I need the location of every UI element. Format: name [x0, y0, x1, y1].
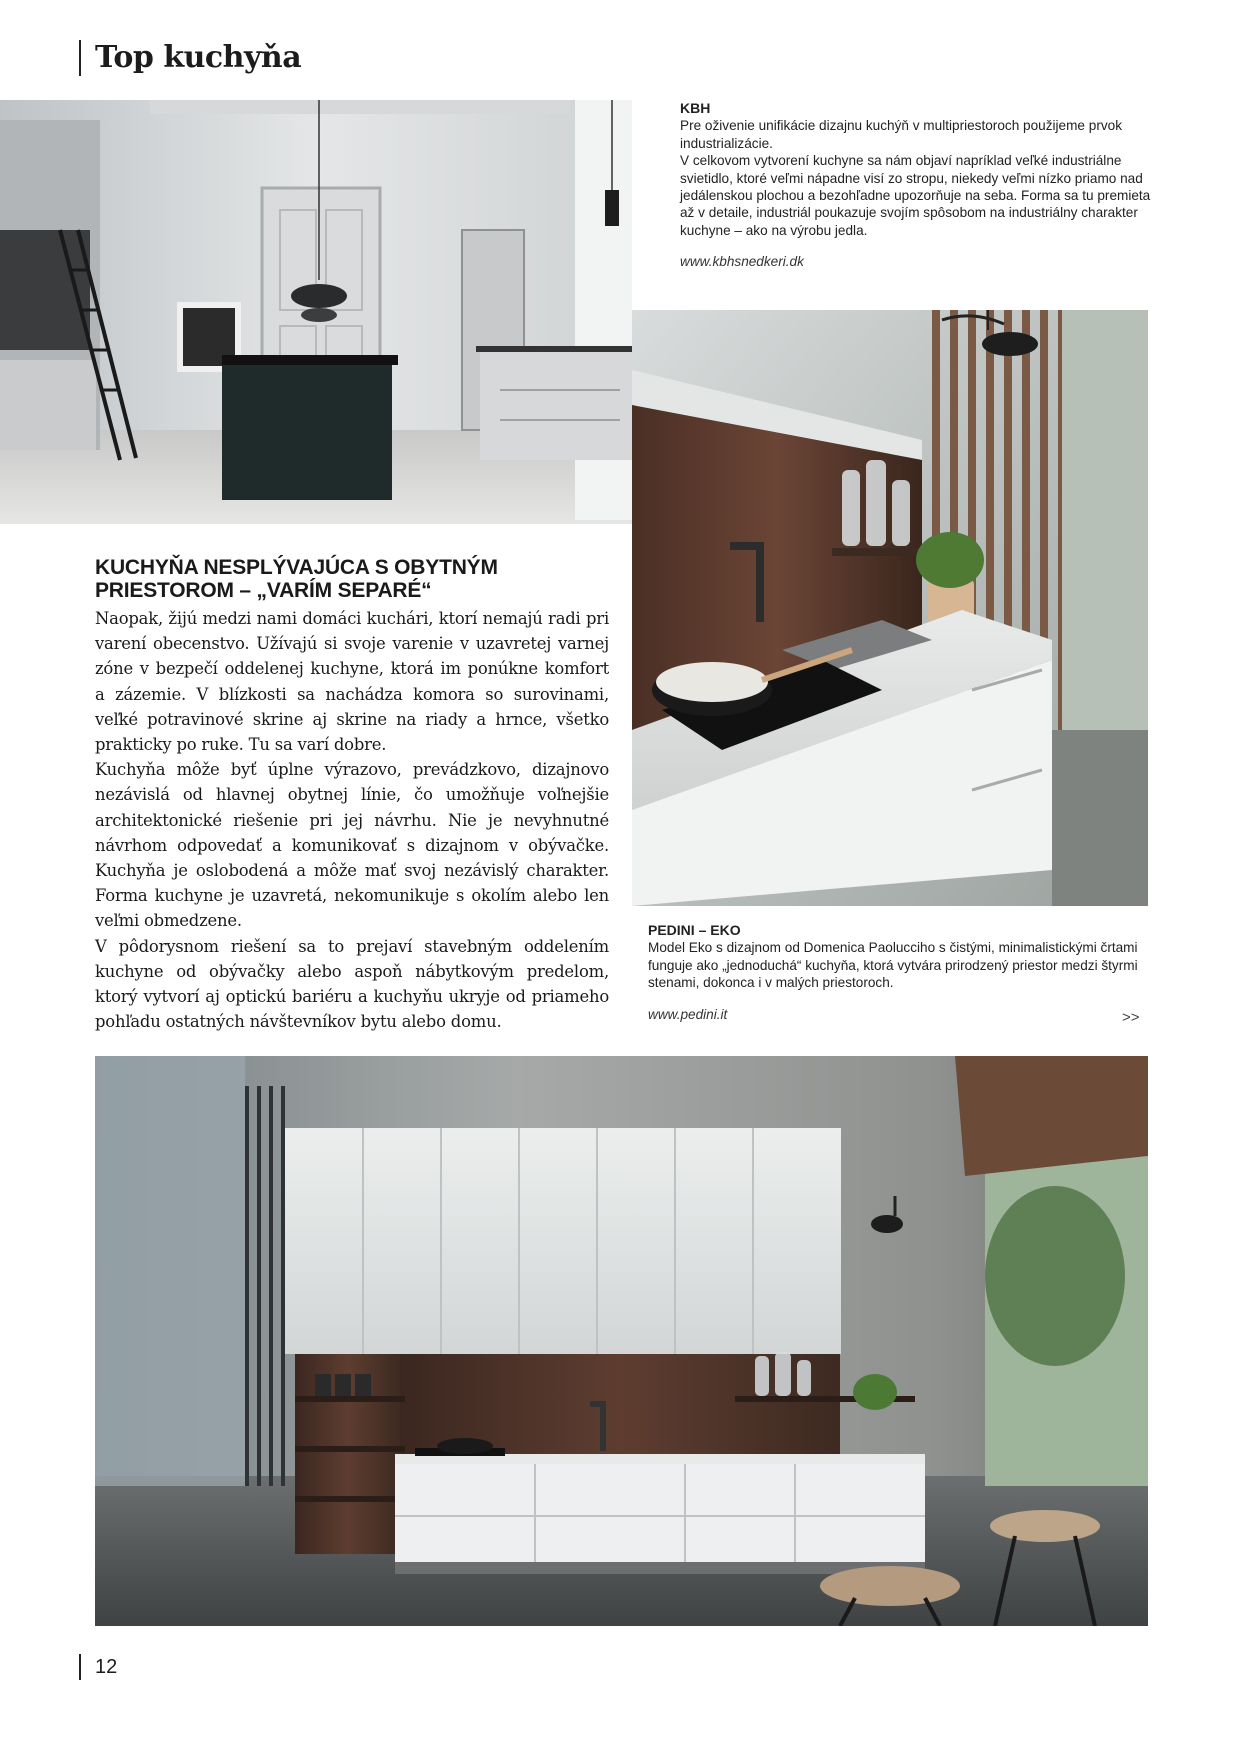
article-paragraph-1: Naopak, žijú medzi nami domáci kuchári, ktorí nemajú radi pri varení obecenstvo. Užívajú si svoje varenie v uzavretej varnej zóne v bezpečí oddelenej kuchyne, ktorá im ponúkne komfort a zázemie. V blízkosti sa nachádza komora so surovinami, veľké potravinové skrine aj skrine na riady a hrnce, všetko prakticky po ruke. Tu sa varí dobre.	[95, 609, 609, 755]
kbh-caption-heading: KBH	[680, 100, 711, 116]
industrial-kitchen-photo	[0, 100, 632, 524]
pedini-caption	[648, 922, 1138, 1023]
section-title: Top kuchyňa	[79, 40, 301, 76]
wood-kitchen-photo	[632, 310, 1148, 906]
article-heading-line-1: KUCHYŇA NESPLÝVAJÚCA S OBYTNÝM	[95, 556, 498, 579]
kbh-caption-link[interactable]: www.kbhsnedkeri.dk	[680, 254, 804, 270]
pedini-caption-link[interactable]: www.pedini.it	[648, 1006, 728, 1022]
article-heading-line-2: PRIESTOROM – „VARÍM SEPARÉ“	[95, 579, 432, 602]
kbh-caption	[680, 100, 1168, 271]
article-paragraph-2: Kuchyňa môže byť úplne výrazovo, prevádzkovo, dizajnovo nezávislá od hlavnej obytnej línie, čo umožňuje voľnejšie architektonické riešenie pri jej návrhu. Nie je nevyhnutné návrhom odpovedať a komunikovať s dizajnom v obývačke. Kuchyňa je oslobodená a môže mať svoj nezávislý charakter. Forma kuchyne je uzavretá, nekomunikuje s okolím alebo len veľmi obmedzene.	[95, 760, 609, 931]
article-heading	[95, 556, 635, 602]
kbh-caption-text-1: Pre oživenie unifikácie dizajnu kuchýň v multipriestoroch použijeme prvok industrializácie.	[680, 118, 1123, 151]
page-number: 12	[79, 1654, 117, 1680]
pedini-caption-text: Model Eko s dizajnom od Domenica Paolucciho s čistými, minimalistickými črtami funguje ako „jednoduchá“ kuchyňa, ktorá vytvára prirodzený priestor medzi štyrmi stenami, dokonca i v malých priestoroch.	[648, 940, 1138, 991]
kbh-caption-text-2: V celkovom vytvorení kuchyne sa nám objaví napríklad veľké industriálne svietidlo, ktoré veľmi nápadne visí zo stropu, niekedy veľmi nízko priamo nad jedálenskou plochou a bezohľadne upozorňuje na seba. Forma sa tu premieta až v detaile, industriál poukazuje svojím spôsobom na industriálny charakter kuchyne – ako na výrobu jedla.	[680, 153, 1151, 238]
article-paragraph-3: V pôdorysnom riešení sa to prejaví stavebným oddelením kuchyne od obývačky alebo aspoň nábytkovým predelom, ktorý vytvorí aj optickú bariéru a kuchyňu ukryje od priameho pohľadu ostatných návštevníkov bytu alebo domu.	[95, 936, 609, 1032]
article-body	[95, 606, 609, 1034]
concrete-kitchen-photo	[95, 1056, 1148, 1626]
pedini-caption-heading: PEDINI – EKO	[648, 922, 741, 938]
more-arrow[interactable]: >>	[1122, 1009, 1140, 1026]
